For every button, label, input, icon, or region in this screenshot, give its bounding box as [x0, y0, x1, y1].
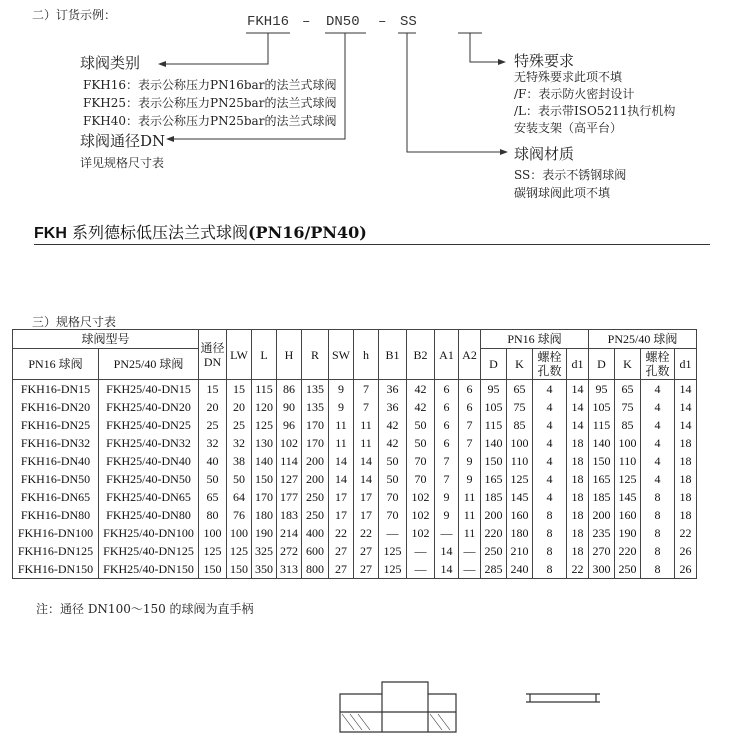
table-cell: 9	[435, 488, 459, 506]
table-cell: 400	[302, 524, 329, 542]
table-row	[13, 488, 697, 506]
table-cell: 14	[354, 452, 379, 470]
table-cell: 17	[329, 506, 354, 524]
special-line: /L：表示带ISO5211执行机构	[514, 104, 676, 118]
table-cell: 18	[567, 506, 589, 524]
table-cell: 36	[379, 380, 407, 399]
table-cell: —	[459, 560, 481, 579]
table-cell: 7	[459, 416, 481, 434]
table-cell: 313	[277, 560, 302, 579]
table-cell: 8	[533, 560, 567, 579]
series-heading-suffix: (PN16/PN40)	[247, 223, 367, 242]
header-col: h	[354, 330, 379, 380]
table-cell: 9	[459, 452, 481, 470]
table-cell: 27	[329, 560, 354, 579]
table-cell: 140	[481, 434, 507, 452]
table-cell: 18	[675, 470, 697, 488]
table-cell: 127	[277, 470, 302, 488]
table-cell: 17	[354, 488, 379, 506]
table-cell: 100	[199, 524, 227, 542]
table-cell: 11	[459, 506, 481, 524]
table-cell: 8	[641, 524, 675, 542]
table-cell: 18	[567, 488, 589, 506]
table-cell: FKH25/40-DN65	[99, 488, 199, 506]
table-cell: 65	[507, 380, 533, 399]
heading-rule	[34, 244, 710, 245]
table-cell: 200	[302, 470, 329, 488]
header-sub: d1	[675, 349, 697, 380]
table-cell: 25	[199, 416, 227, 434]
table-cell: 14	[435, 542, 459, 560]
table-cell: 220	[615, 542, 641, 560]
table-cell: 65	[199, 488, 227, 506]
table-cell: 7	[354, 398, 379, 416]
table-cell: 96	[277, 416, 302, 434]
table-cell: 110	[615, 452, 641, 470]
table-cell: 14	[675, 416, 697, 434]
table-cell: 102	[277, 434, 302, 452]
table-cell: 14	[567, 380, 589, 399]
table-cell: 4	[641, 470, 675, 488]
table-cell: FKH16-DN50	[13, 470, 99, 488]
table-cell: 135	[302, 398, 329, 416]
table-cell: 14	[567, 398, 589, 416]
table-cell: 15	[227, 380, 252, 399]
table-cell: 170	[302, 434, 329, 452]
table-cell: —	[379, 524, 407, 542]
code-part-series: FKH16	[247, 14, 290, 30]
table-cell: 14	[675, 380, 697, 399]
table-cell: 7	[354, 380, 379, 399]
table-cell: 70	[407, 470, 435, 488]
table-cell: FKH16-DN20	[13, 398, 99, 416]
header-sub: K	[507, 349, 533, 380]
series-heading	[34, 220, 367, 243]
table-row	[13, 470, 697, 488]
table-cell: 125	[379, 542, 407, 560]
table-cell: 11	[329, 416, 354, 434]
table-cell: 165	[481, 470, 507, 488]
table-cell: 18	[675, 488, 697, 506]
table-cell: 26	[675, 560, 697, 579]
table-cell: 14	[567, 416, 589, 434]
table-cell: 18	[567, 542, 589, 560]
table-cell: 115	[589, 416, 615, 434]
table-header-row	[13, 330, 697, 349]
header-pn25-model: PN25/40 球阀	[99, 349, 199, 380]
table-cell: 4	[641, 434, 675, 452]
table-cell: 140	[589, 434, 615, 452]
table-cell: 18	[567, 470, 589, 488]
header-dn-line2: DN	[203, 354, 222, 369]
table-cell: 325	[252, 542, 277, 560]
table-cell: FKH25/40-DN25	[99, 416, 199, 434]
table-cell: FKH25/40-DN80	[99, 506, 199, 524]
table-cell: FKH25/40-DN20	[99, 398, 199, 416]
table-cell: 250	[615, 560, 641, 579]
table-cell: 7	[435, 452, 459, 470]
table-cell: 4	[533, 398, 567, 416]
table-cell: 125	[507, 470, 533, 488]
table-cell: 145	[615, 488, 641, 506]
table-cell: 125	[252, 416, 277, 434]
header-col: B1	[379, 330, 407, 380]
table-row	[13, 380, 697, 399]
table-cell: 22	[675, 524, 697, 542]
table-cell: 125	[199, 542, 227, 560]
table-cell: 75	[615, 398, 641, 416]
header-col: A1	[435, 330, 459, 380]
table-cell: 70	[379, 488, 407, 506]
table-cell: 70	[379, 506, 407, 524]
table-cell: 38	[227, 452, 252, 470]
header-col: LW	[227, 330, 252, 380]
table-cell: 7	[435, 470, 459, 488]
series-heading-prefix: FKH	[34, 225, 67, 242]
table-row	[13, 524, 697, 542]
table-cell: 64	[227, 488, 252, 506]
table-cell: 11	[354, 434, 379, 452]
table-cell: 125	[379, 560, 407, 579]
table-cell: FKH16-DN40	[13, 452, 99, 470]
header-col: H	[277, 330, 302, 380]
header-sub: 螺栓孔数	[533, 349, 567, 380]
table-cell: 300	[589, 560, 615, 579]
table-row	[13, 452, 697, 470]
table-cell: 8	[533, 524, 567, 542]
table-cell: 95	[589, 380, 615, 399]
table-cell: FKH16-DN125	[13, 542, 99, 560]
table-cell: 150	[252, 470, 277, 488]
table-cell: 200	[302, 452, 329, 470]
table-note: 注：通径 DN100～150 的球阀为直手柄	[36, 602, 254, 616]
table-cell: 200	[589, 506, 615, 524]
table-cell: 20	[199, 398, 227, 416]
table-cell: 115	[252, 380, 277, 399]
table-cell: 42	[379, 434, 407, 452]
code-dash: –	[378, 14, 387, 30]
table-cell: 235	[589, 524, 615, 542]
table-row	[13, 416, 697, 434]
table-cell: 114	[277, 452, 302, 470]
table-cell: 272	[277, 542, 302, 560]
table-cell: 102	[407, 524, 435, 542]
type-line: FKH40：表示公称压力PN25bar的法兰式球阀	[83, 114, 337, 128]
table-row	[13, 434, 697, 452]
table-cell: 86	[277, 380, 302, 399]
table-section-label: 三）规格尺寸表	[32, 315, 117, 329]
table-cell: 22	[567, 560, 589, 579]
table-cell: 180	[507, 524, 533, 542]
table-cell: 6	[435, 398, 459, 416]
code-dash: –	[302, 14, 311, 30]
table-cell: —	[435, 524, 459, 542]
table-cell: 165	[589, 470, 615, 488]
special-line: 无特殊要求此项不填	[514, 70, 623, 84]
table-cell: 6	[459, 380, 481, 399]
table-cell: 150	[589, 452, 615, 470]
table-cell: FKH25/40-DN40	[99, 452, 199, 470]
table-cell: 75	[507, 398, 533, 416]
bore-title: 球阀通径DN	[80, 132, 166, 150]
table-cell: 250	[302, 488, 329, 506]
table-cell: 11	[459, 524, 481, 542]
table-cell: 65	[615, 380, 641, 399]
header-col: A2	[459, 330, 481, 380]
flange-drawing	[330, 672, 630, 740]
header-col: L	[252, 330, 277, 380]
table-cell: 210	[507, 542, 533, 560]
material-line: SS：表示不锈钢球阀	[514, 168, 627, 182]
table-cell: —	[459, 542, 481, 560]
table-cell: FKH25/40-DN150	[99, 560, 199, 579]
table-cell: FKH25/40-DN32	[99, 434, 199, 452]
table-cell: 18	[675, 434, 697, 452]
header-dn-line1: 通径	[200, 340, 225, 355]
table-cell: FKH16-DN15	[13, 380, 99, 399]
type-line: FKH25：表示公称压力PN25bar的法兰式球阀	[83, 96, 337, 110]
table-cell: 160	[507, 506, 533, 524]
header-col: R	[302, 330, 329, 380]
table-cell: 145	[507, 488, 533, 506]
table-cell: 4	[533, 416, 567, 434]
table-cell: 18	[567, 434, 589, 452]
header-pn16-group: PN16 球阀	[481, 330, 589, 349]
table-cell: 25	[227, 416, 252, 434]
table-cell: 8	[641, 560, 675, 579]
table-cell: 800	[302, 560, 329, 579]
table-cell: 8	[641, 506, 675, 524]
table-row	[13, 560, 697, 579]
type-line: FKH16：表示公称压力PN16bar的法兰式球阀	[83, 78, 337, 92]
table-cell: 14	[354, 470, 379, 488]
table-cell: FKH16-DN25	[13, 416, 99, 434]
table-cell: 85	[615, 416, 641, 434]
table-cell: 42	[379, 416, 407, 434]
table-cell: 190	[615, 524, 641, 542]
table-cell: 9	[435, 506, 459, 524]
table-cell: 183	[277, 506, 302, 524]
header-col: B2	[407, 330, 435, 380]
special-line: /F：表示防火密封设计	[514, 87, 635, 101]
table-cell: 95	[481, 380, 507, 399]
table-cell: 27	[354, 560, 379, 579]
table-cell: 200	[481, 506, 507, 524]
table-cell: 40	[199, 452, 227, 470]
table-cell: 80	[199, 506, 227, 524]
header-sub: K	[615, 349, 641, 380]
table-cell: 170	[252, 488, 277, 506]
table-cell: 102	[407, 506, 435, 524]
table-cell: 102	[407, 488, 435, 506]
table-cell: 6	[435, 416, 459, 434]
table-cell: 180	[252, 506, 277, 524]
table-cell: 50	[227, 470, 252, 488]
table-cell: 27	[354, 542, 379, 560]
table-cell: 130	[252, 434, 277, 452]
material-line: 碳钢球阀此项不填	[514, 186, 611, 200]
table-cell: 4	[533, 434, 567, 452]
table-cell: 85	[507, 416, 533, 434]
table-cell: 17	[329, 488, 354, 506]
table-cell: 9	[329, 398, 354, 416]
table-cell: 100	[227, 524, 252, 542]
table-cell: 22	[329, 524, 354, 542]
table-cell: 150	[481, 452, 507, 470]
table-cell: 214	[277, 524, 302, 542]
table-cell: 15	[199, 380, 227, 399]
table-cell: 7	[459, 434, 481, 452]
table-cell: 125	[227, 542, 252, 560]
table-cell: 100	[615, 434, 641, 452]
table-cell: 8	[533, 542, 567, 560]
table-cell: 270	[589, 542, 615, 560]
code-part-material: SS	[400, 14, 417, 30]
table-cell: 120	[252, 398, 277, 416]
table-cell: 32	[199, 434, 227, 452]
table-cell: FKH25/40-DN50	[99, 470, 199, 488]
table-cell: 240	[507, 560, 533, 579]
order-section-label: 二）订货示例：	[32, 8, 117, 22]
table-cell: 36	[379, 398, 407, 416]
table-cell: 18	[675, 452, 697, 470]
table-cell: 90	[277, 398, 302, 416]
table-cell: 185	[589, 488, 615, 506]
table-cell: 6	[459, 398, 481, 416]
table-cell: 4	[641, 398, 675, 416]
table-cell: 14	[329, 452, 354, 470]
table-cell: 6	[435, 380, 459, 399]
table-cell: 150	[227, 560, 252, 579]
table-cell: FKH16-DN65	[13, 488, 99, 506]
table-cell: 177	[277, 488, 302, 506]
table-cell: 18	[567, 524, 589, 542]
bore-line: 详见规格尺寸表	[80, 156, 165, 170]
table-cell: 8	[641, 542, 675, 560]
table-cell: FKH16-DN100	[13, 524, 99, 542]
table-cell: 115	[481, 416, 507, 434]
table-cell: 14	[435, 560, 459, 579]
table-cell: 70	[407, 452, 435, 470]
table-cell: 110	[507, 452, 533, 470]
table-cell: 18	[567, 452, 589, 470]
table-cell: 4	[641, 452, 675, 470]
table-cell: 11	[329, 434, 354, 452]
table-cell: 350	[252, 560, 277, 579]
table-cell: 50	[379, 470, 407, 488]
header-pn25-group: PN25/40 球阀	[589, 330, 697, 349]
table-cell: 50	[407, 416, 435, 434]
header-sub: d1	[567, 349, 589, 380]
table-cell: 8	[533, 506, 567, 524]
table-cell: 4	[641, 416, 675, 434]
code-part-bore: DN50	[326, 14, 360, 30]
table-cell: FKH16-DN32	[13, 434, 99, 452]
table-cell: 6	[435, 434, 459, 452]
table-cell: FKH25/40-DN100	[99, 524, 199, 542]
table-row	[13, 542, 697, 560]
spec-table	[12, 329, 697, 579]
table-cell: 220	[481, 524, 507, 542]
table-cell: 18	[675, 506, 697, 524]
table-cell: FKH16-DN150	[13, 560, 99, 579]
table-cell: 11	[459, 488, 481, 506]
material-title: 球阀材质	[514, 145, 575, 163]
table-cell: 140	[252, 452, 277, 470]
table-cell: 27	[329, 542, 354, 560]
table-cell: 26	[675, 542, 697, 560]
table-cell: 600	[302, 542, 329, 560]
header-sub: D	[589, 349, 615, 380]
header-pn16-model: PN16 球阀	[13, 349, 99, 380]
table-cell: 32	[227, 434, 252, 452]
table-cell: 285	[481, 560, 507, 579]
table-cell: FKH16-DN80	[13, 506, 99, 524]
table-cell: 4	[533, 470, 567, 488]
table-cell: 105	[481, 398, 507, 416]
table-cell: 14	[675, 398, 697, 416]
table-cell: 185	[481, 488, 507, 506]
header-dn	[199, 330, 227, 380]
table-cell: —	[407, 560, 435, 579]
table-cell: 8	[641, 488, 675, 506]
table-cell: 105	[589, 398, 615, 416]
header-sub: D	[481, 349, 507, 380]
header-col: SW	[329, 330, 354, 380]
table-row	[13, 506, 697, 524]
table-cell: 22	[354, 524, 379, 542]
table-cell: 42	[407, 380, 435, 399]
table-row	[13, 398, 697, 416]
table-cell: 125	[615, 470, 641, 488]
table-cell: 11	[354, 416, 379, 434]
special-line: 安装支架（高平台）	[514, 121, 623, 135]
header-model: 球阀型号	[13, 330, 199, 349]
table-cell: 170	[302, 416, 329, 434]
table-cell: 50	[379, 452, 407, 470]
table-cell: 50	[199, 470, 227, 488]
table-cell: 150	[199, 560, 227, 579]
table-cell: 4	[533, 452, 567, 470]
header-sub: 螺栓孔数	[641, 349, 675, 380]
table-cell: 9	[329, 380, 354, 399]
type-title: 球阀类别	[80, 54, 141, 72]
table-cell: 76	[227, 506, 252, 524]
table-cell: 160	[615, 506, 641, 524]
table-cell: —	[407, 542, 435, 560]
table-cell: 250	[302, 506, 329, 524]
table-cell: 135	[302, 380, 329, 399]
table-cell: FKH25/40-DN15	[99, 380, 199, 399]
table-cell: 190	[252, 524, 277, 542]
table-cell: FKH25/40-DN125	[99, 542, 199, 560]
table-cell: 42	[407, 398, 435, 416]
table-cell: 4	[533, 488, 567, 506]
table-cell: 100	[507, 434, 533, 452]
series-heading-middle: 系列德标低压法兰式球阀	[66, 223, 248, 242]
table-cell: 17	[354, 506, 379, 524]
table-cell: 9	[459, 470, 481, 488]
special-title: 特殊要求	[514, 52, 575, 70]
table-cell: 20	[227, 398, 252, 416]
table-cell: 14	[329, 470, 354, 488]
table-cell: 4	[641, 380, 675, 399]
table-cell: 250	[481, 542, 507, 560]
table-cell: 50	[407, 434, 435, 452]
table-cell: 4	[533, 380, 567, 399]
